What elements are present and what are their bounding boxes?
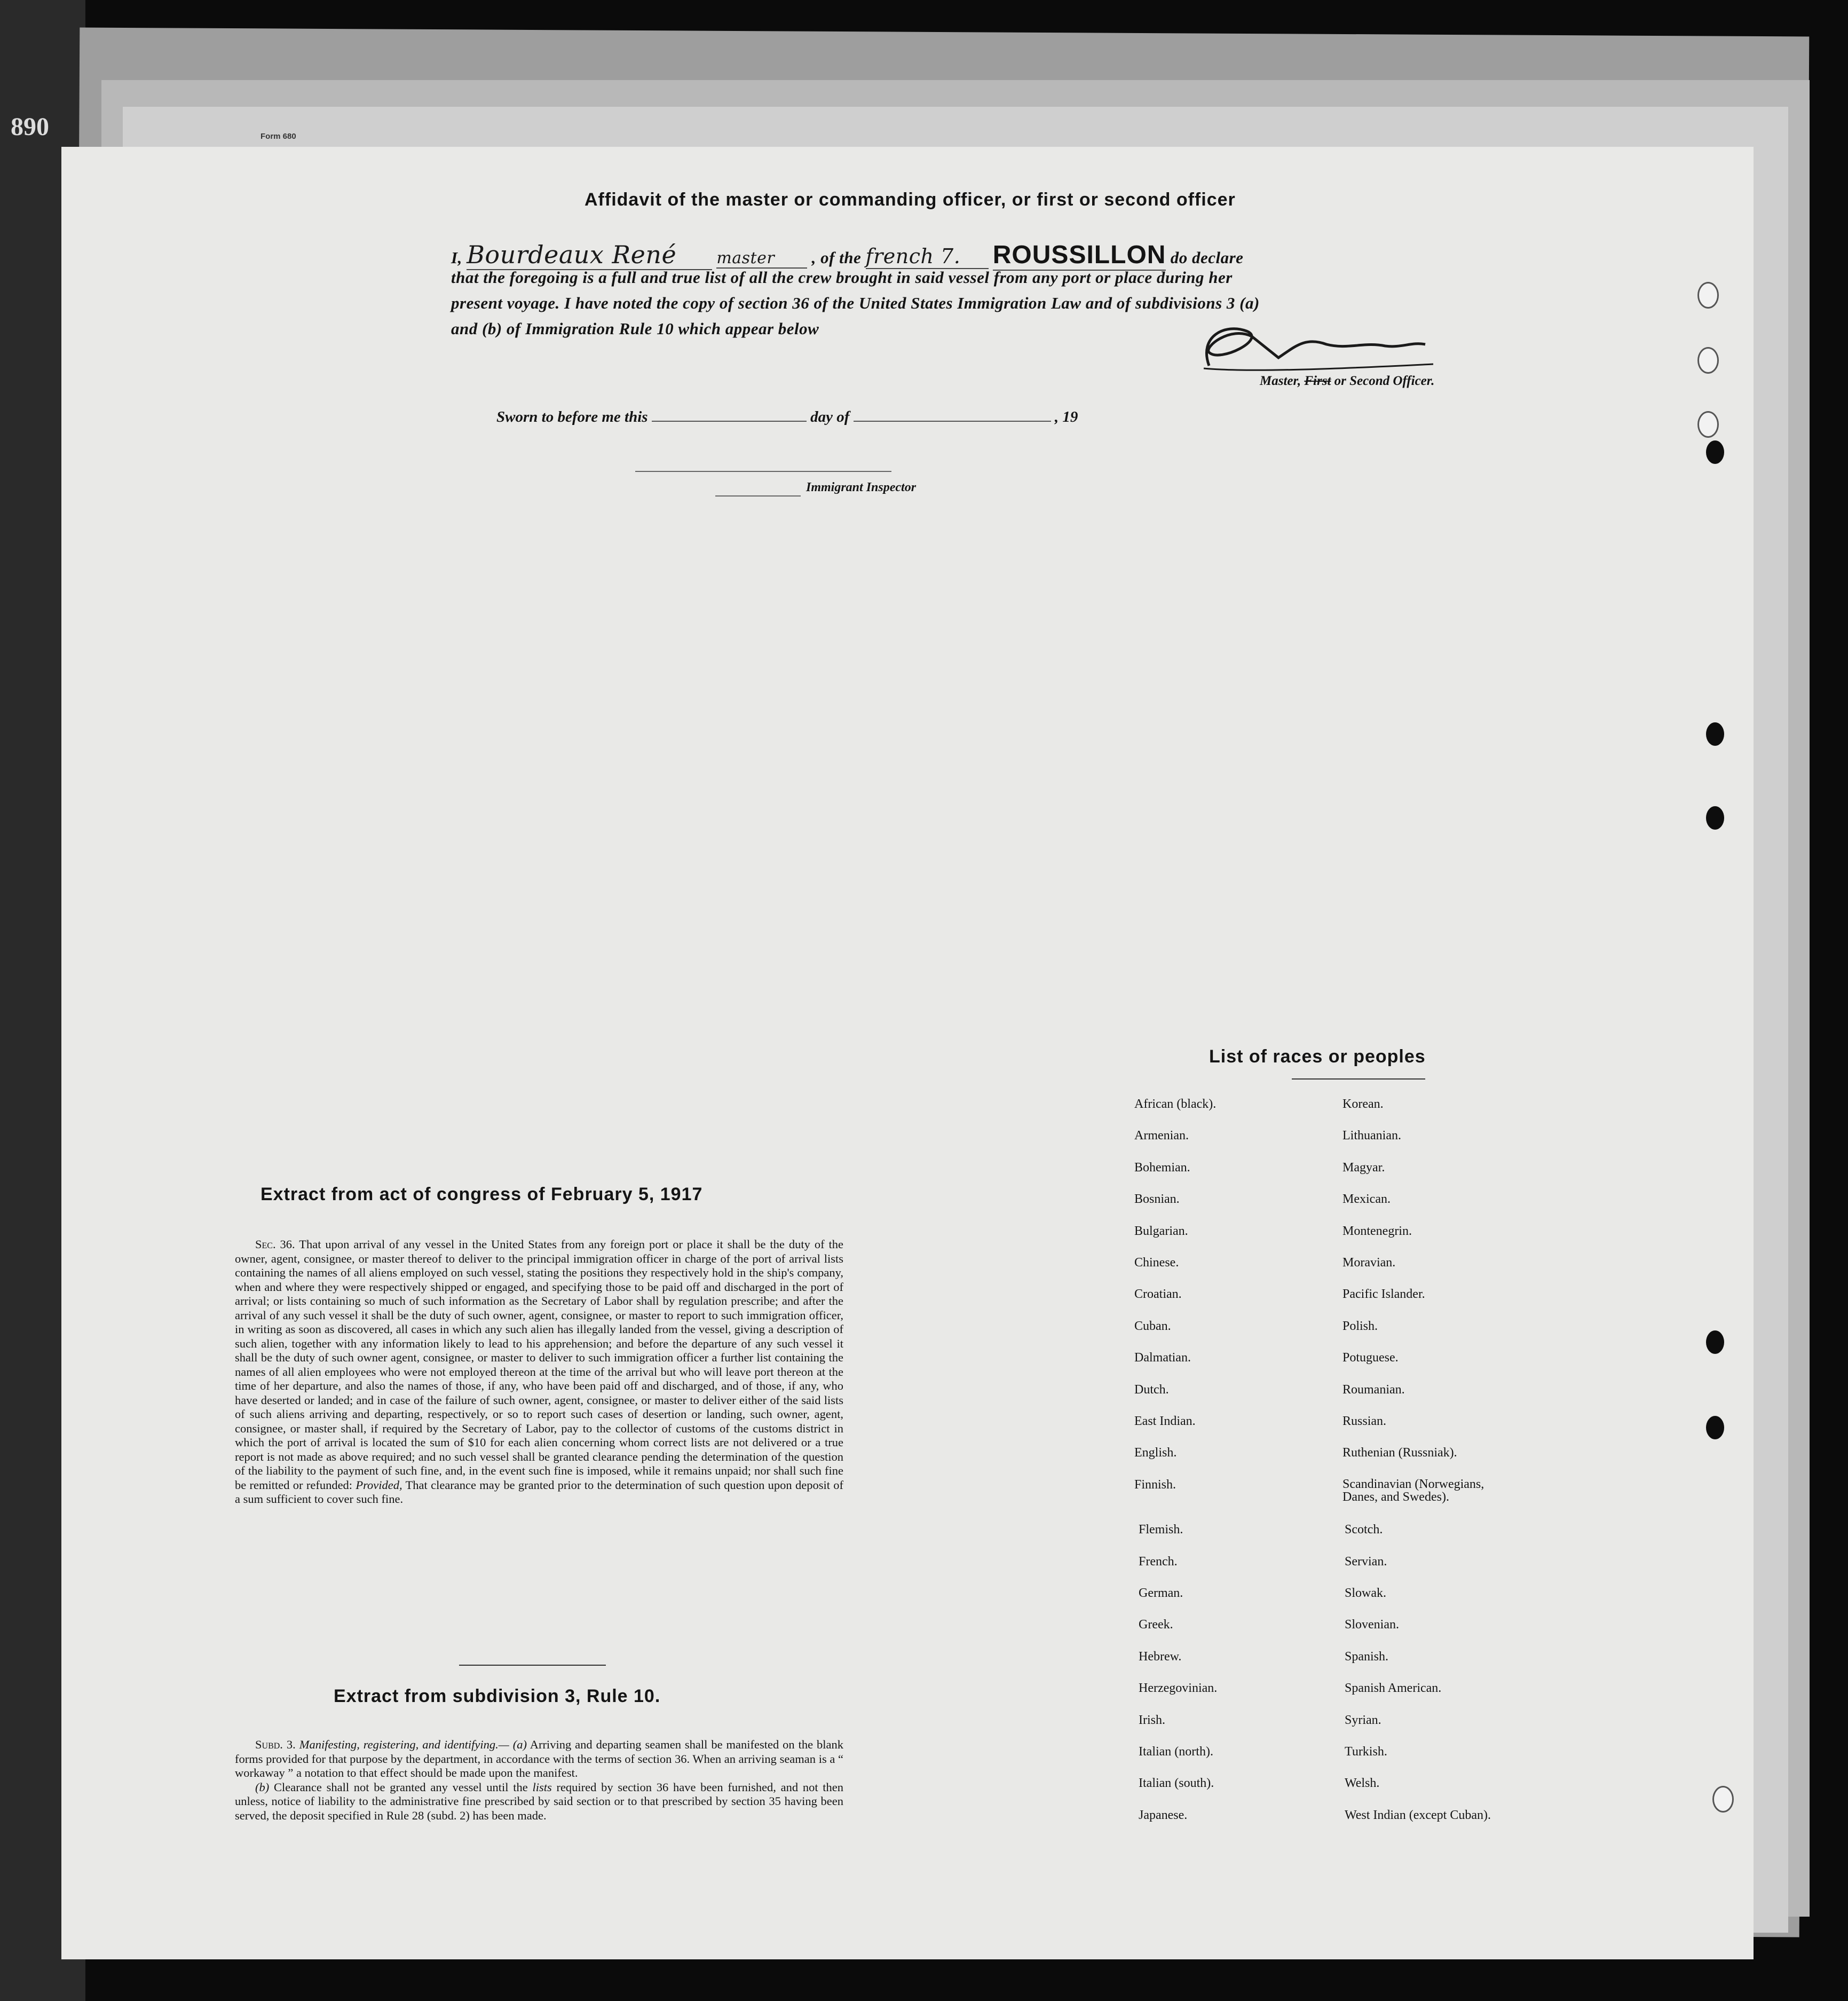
- section-36-text: [235, 1238, 843, 1507]
- binder-hole: [1697, 411, 1719, 438]
- affidavit-declare: do declare: [1170, 248, 1244, 267]
- binder-hole: [1706, 1330, 1724, 1354]
- sworn-day-label: day of: [810, 408, 850, 426]
- race-item-left: Flemish.: [1139, 1523, 1183, 1537]
- sworn-line: [496, 408, 1078, 426]
- race-item-right: Russian.: [1342, 1414, 1387, 1428]
- rule-extract-title: Extract from subdivision 3, Rule 10.: [334, 1686, 661, 1706]
- affidavit-line-2: that the foregoing is a full and true list of all the crew brought in said vessel from any port or place during her: [451, 268, 1233, 287]
- sworn-year-label: , 19: [1054, 408, 1078, 426]
- part-b-text-2: required by section 36 have been furnished, and not then unless, notice of liability to the administrative fine prescribed by said section or to that prescribed by section 35 having been served, the deposit specified in Rule 28 (subd. 2) has been made.: [235, 1780, 844, 1822]
- race-item-right: Magyar.: [1342, 1161, 1385, 1175]
- section-body: That upon arrival of any vessel in the United States from any foreign port or place it shall be the duty of the owner, agent, consignee, or master thereof to deliver to the principal immigration officer in charge of the port of arrival lists containing the names of all aliens employed on such vessel, stating the positions they respectively hold in the ship's company, when and where they were respectively shipped or engaged, and specifying those to be paid off and discharged in the port of arrival; or lists containing so much of such information as the Secretary of Labor shall by regulation prescribe; and after the arrival of any such vessel it shall be the duty of such owner, agent, consignee, or master to report to such immigration officer, in writing as soon as discovered, all cases in which any such alien has illegally landed from the vessel, giving a description of such alien, together with any information likely to lead to his apprehension; and before the departure of any such vessel it shall be the duty of such owner agent, consignee, or master to deliver to such immigration officer a further list containing the names of all alien employees who were not employed thereon at the time of the arrival but who will leave port thereon at the time of her departure, and also the names of those, if any, who have been paid off and discharged, and of those, if any, who have deserted or landed; and in case of the failure of such owner, agent, consignee, or master to deliver either of the said lists of such aliens arriving and departing, respectively, or so to report such cases of desertion or landing, such owner, agent, consignee, or master shall, if required by the Secretary of Labor, pay to the collector of customs of the customs district in which the port of arrival is located the sum of $10 for each alien concerning whom correct lists are not delivered or a true report is not made as above required; and no such vessel shall be granted clearance pending the determination of the question of the liability to the payment of such fine, and, in the event such fine is imposed, while it remains unpaid; nor shall such fine be remitted or refunded:: [235, 1238, 844, 1492]
- caption-struck: First: [1304, 374, 1331, 388]
- race-item-left: Croatian.: [1134, 1287, 1182, 1301]
- part-a-label: (a): [512, 1738, 527, 1751]
- race-item-right: Spanish.: [1345, 1650, 1389, 1664]
- affidavit-line-4: and (b) of Immigration Rule 10 which appear below: [451, 319, 819, 338]
- caption-master: Master,: [1260, 374, 1301, 388]
- binder-hole: [1697, 347, 1719, 374]
- race-item-left: Finnish.: [1134, 1478, 1176, 1492]
- race-item-right: Pacific Islander.: [1342, 1287, 1425, 1301]
- race-item-left: Armenian.: [1134, 1129, 1189, 1143]
- subd-heading: Manifesting, registering, and identifying.—: [299, 1738, 509, 1751]
- master-signature: [1188, 315, 1439, 379]
- section-end: That clearance may be granted prior to the determination of such question upon deposit of a sum sufficient to cover such fine.: [235, 1478, 844, 1506]
- race-item-right: Servian.: [1345, 1555, 1387, 1569]
- race-item-right: Potuguese.: [1342, 1351, 1399, 1365]
- affidavit-title: Affidavit of the master or commanding officer, or first or second officer: [585, 190, 1236, 210]
- race-item-right: Lithuanian.: [1342, 1129, 1401, 1143]
- section-label: Sec. 36.: [255, 1238, 295, 1251]
- inspector-label: Immigrant Inspector: [806, 480, 917, 494]
- vessel-name: ROUSSILLON: [993, 240, 1166, 271]
- race-item-right: Spanish American.: [1345, 1681, 1442, 1695]
- race-item-right: Slowak.: [1345, 1586, 1386, 1600]
- race-item-right: Montenegrin.: [1342, 1224, 1412, 1238]
- sworn-prefix: Sworn to before me this: [496, 408, 648, 426]
- race-item-left: English.: [1134, 1446, 1177, 1460]
- binder-hole: [1706, 440, 1724, 464]
- act-extract-title: Extract from act of congress of February 5, 1917: [260, 1184, 703, 1204]
- form-number: Form 680: [260, 132, 296, 141]
- vessel-type: french 7.: [866, 245, 989, 269]
- race-item-right: Syrian.: [1345, 1713, 1381, 1727]
- race-item-left: Dalmatian.: [1134, 1351, 1191, 1365]
- race-item-right: Slovenian.: [1345, 1618, 1399, 1632]
- race-item-left: Chinese.: [1134, 1256, 1179, 1270]
- race-item-left: African (black).: [1134, 1097, 1217, 1111]
- race-item-right: Polish.: [1342, 1319, 1378, 1333]
- race-item-right: Turkish.: [1345, 1745, 1387, 1759]
- binder-hole: [1712, 1786, 1734, 1813]
- part-a-text: Arriving and departing seamen shall be manifested on the blank forms provided for that purpose by the department, in accordance with the terms of section 36. When an arriving seaman is a “ workaway ” a notation to that effect should be made upon the manifest.: [235, 1738, 844, 1779]
- affidavit-of: , of the: [811, 248, 862, 267]
- binder-hole: [1706, 722, 1724, 746]
- race-item-right: Mexican.: [1342, 1192, 1391, 1206]
- stamp-number: 890: [11, 113, 49, 141]
- part-b-lists: lists: [532, 1780, 552, 1794]
- race-item-left: Herzegovinian.: [1139, 1681, 1218, 1695]
- inspector-signature-line: [635, 471, 891, 472]
- race-item-right: Welsh.: [1345, 1776, 1380, 1790]
- race-item-right: Scandinavian (Norwegians, Danes, and Swedes).: [1342, 1477, 1484, 1504]
- binder-hole: [1697, 282, 1719, 309]
- provided-word: Provided,: [356, 1478, 402, 1492]
- master-title: master: [716, 249, 807, 269]
- race-item-right: Roumanian.: [1342, 1383, 1405, 1397]
- race-item-left: Irish.: [1139, 1713, 1165, 1727]
- affidavit-prefix: I,: [451, 248, 462, 267]
- race-item-right: Korean.: [1342, 1097, 1384, 1111]
- race-item-right: Scotch.: [1345, 1523, 1383, 1537]
- race-item-left: Bohemian.: [1134, 1161, 1190, 1175]
- race-item-left: Dutch.: [1134, 1383, 1169, 1397]
- race-item-left: French.: [1139, 1555, 1178, 1569]
- race-item-left: Italian (north).: [1139, 1745, 1213, 1759]
- race-item-left: East Indian.: [1134, 1414, 1196, 1428]
- races-title: List of races or peoples: [1209, 1046, 1426, 1067]
- sworn-month-blank: [854, 419, 1051, 422]
- affidavit-line-3: present voyage. I have noted the copy of section 36 of the United States Immigration Law and of subdivisions 3 (a): [451, 294, 1260, 312]
- race-item-left: German.: [1139, 1586, 1183, 1600]
- race-item-right: West Indian (except Cuban).: [1345, 1808, 1491, 1822]
- signature-caption: [1260, 374, 1434, 389]
- part-b-text-1: Clearance shall not be granted any vessel until the: [273, 1780, 528, 1794]
- sworn-day-blank: [652, 419, 807, 422]
- race-item-left: Japanese.: [1139, 1808, 1188, 1822]
- race-item-left: Italian (south).: [1139, 1776, 1214, 1790]
- affidavit-line-1: [451, 240, 1243, 271]
- binder-hole: [1706, 1416, 1724, 1439]
- binder-hole: [1706, 806, 1724, 830]
- race-item-left: Bulgarian.: [1134, 1224, 1188, 1238]
- inspector-short-line: [715, 495, 801, 497]
- rule-10-text: [235, 1738, 843, 1823]
- caption-officer: or Second Officer.: [1334, 374, 1435, 388]
- races-title-underline: [1292, 1078, 1425, 1080]
- race-item-left: Bosnian.: [1134, 1192, 1180, 1206]
- race-item-left: Hebrew.: [1139, 1650, 1182, 1664]
- race-item-left: Cuban.: [1134, 1319, 1171, 1333]
- race-item-right: Moravian.: [1342, 1256, 1396, 1270]
- subd-label: Subd. 3.: [255, 1738, 296, 1751]
- race-item-right: Ruthenian (Russniak).: [1342, 1446, 1457, 1460]
- race-item-left: Greek.: [1139, 1618, 1173, 1632]
- part-b-label: (b): [255, 1780, 270, 1794]
- master-name: Bourdeaux René: [467, 240, 712, 270]
- section-divider: [459, 1665, 606, 1666]
